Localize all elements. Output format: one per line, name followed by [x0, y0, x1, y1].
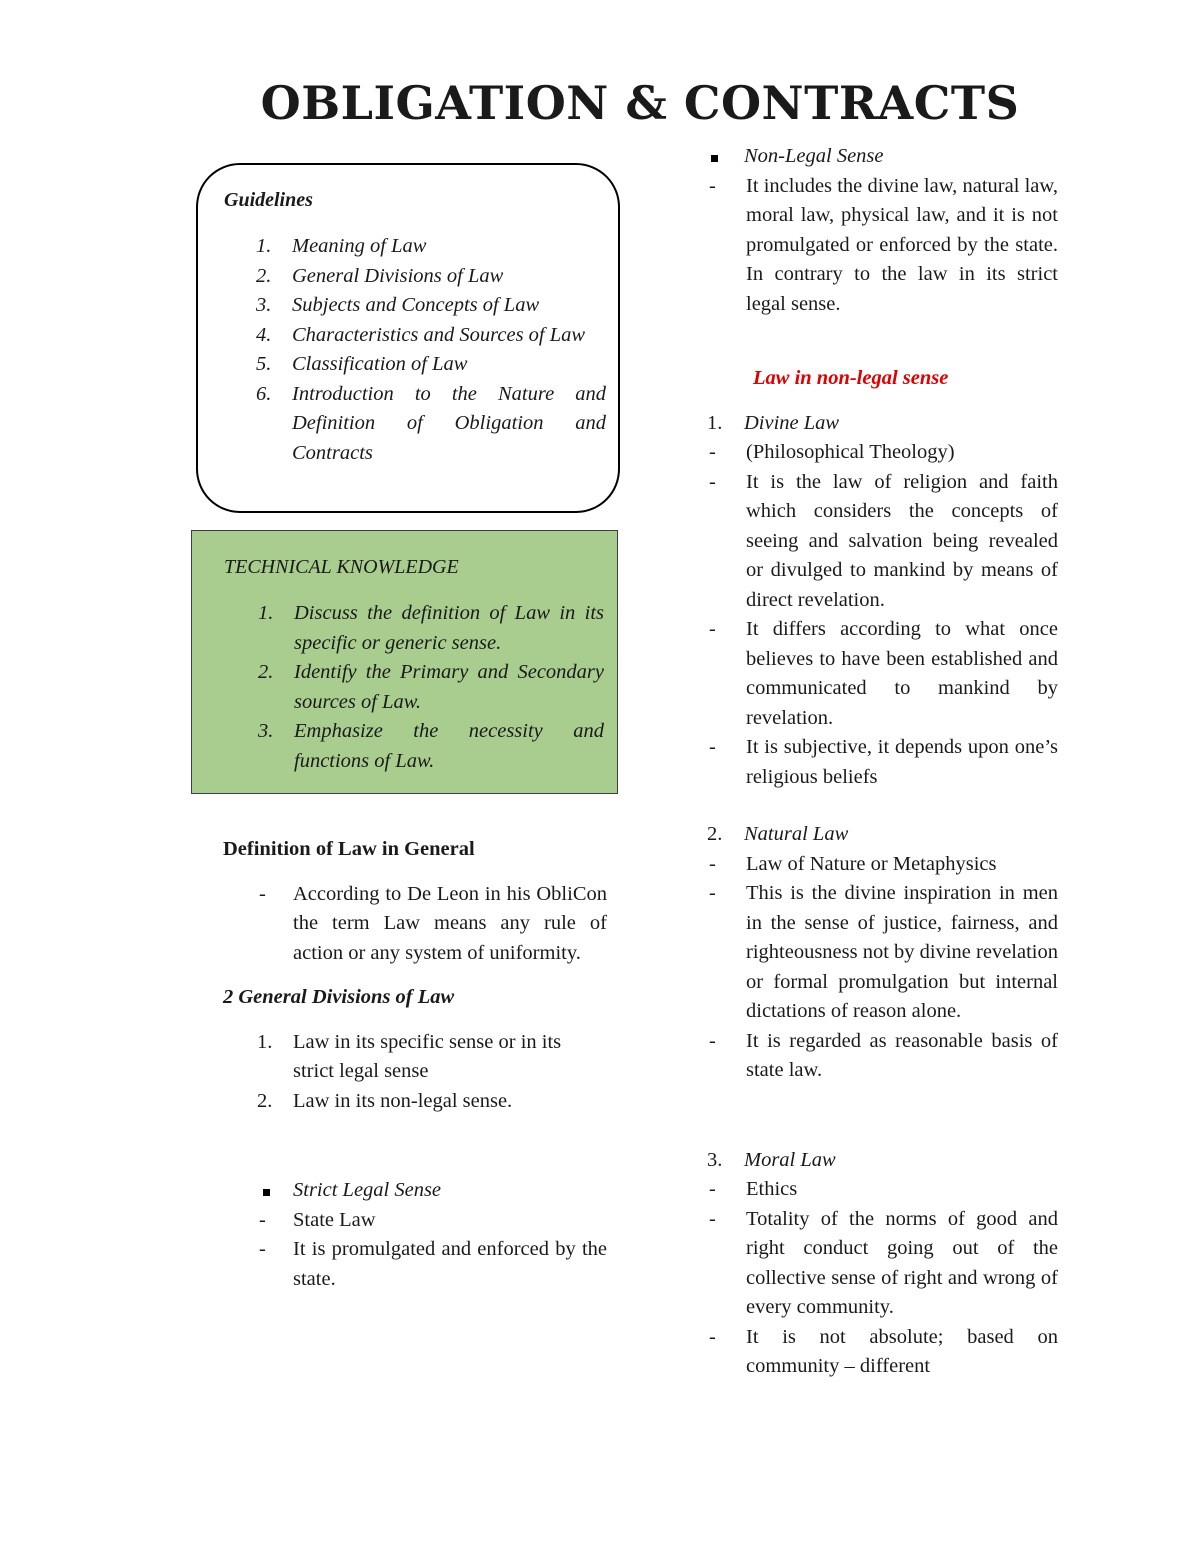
natural-law-title: 2. Natural Law [707, 823, 849, 845]
list-item: 6. Introduction to the Nature and Definition of Obligation and Contracts [256, 382, 606, 464]
list-item: - According to De Leon in his ObliCon the term Law means any rule of action or any system of uniformity. [259, 882, 607, 964]
list-item: 3. Emphasize the necessity and functions of Law. [258, 720, 604, 772]
left-column [223, 835, 607, 1294]
guidelines-heading: Guidelines [224, 189, 313, 211]
list-item: 3. Subjects and Concepts of Law [256, 294, 540, 316]
list-item: - It is regarded as reasonable basis of state law. [709, 1029, 1058, 1081]
list-item: 2. Identify the Primary and Secondary sources of Law. [258, 661, 604, 713]
law-non-legal-heading: Law in non-legal sense [753, 367, 949, 389]
definition-heading: Definition of Law in General [223, 838, 475, 860]
guidelines-list [256, 232, 606, 468]
list-item: - Ethics [709, 1178, 798, 1200]
divisions-list [223, 1028, 607, 1117]
natural-law-list [707, 820, 1058, 1086]
list-item: 4. Characteristics and Sources of Law [256, 323, 586, 346]
moral-law-title: 3. Moral Law [707, 1148, 836, 1171]
list-item: - It is the law of religion and faith which considers the concepts of seeing and salvation being revealed or divulged to mankind by means of direct revelation. [709, 470, 1058, 611]
list-item: 1. Law in its specific sense or in its strict legal sense [257, 1030, 562, 1082]
bullet-square-icon [707, 142, 744, 172]
right-column [707, 142, 1058, 1382]
list-item: - (Philosophical Theology) [709, 441, 955, 463]
strict-legal-list [223, 1176, 607, 1294]
list-item: - It is promulgated and enforced by the state. [259, 1238, 607, 1290]
list-item: - It includes the divine law, natural law, moral law, physical law, and it is not promulgated or enforced by the state. In contrary to the law in its strict legal sense. [709, 174, 1058, 315]
list-item: 2. General Divisions of Law [256, 264, 504, 287]
list-item: - This is the divine inspiration in men in the sense of justice, fairness, and righteousness not by divine revelation or formal promulgation but internal dictations of reason alone. [709, 882, 1058, 1022]
list-item: 1. Meaning of Law [256, 235, 427, 257]
list-item: 2. Law in its non-legal sense. [257, 1089, 513, 1112]
moral-law-list [707, 1146, 1058, 1382]
list-item: - Law of Nature or Metaphysics [709, 852, 997, 875]
strict-legal-heading-row: Strict Legal Sense [223, 1176, 607, 1206]
technical-knowledge-box [191, 530, 618, 794]
non-legal-heading-row: Non-Legal Sense [707, 142, 1058, 172]
bullet-square-icon [223, 1176, 293, 1206]
definition-list [223, 880, 607, 969]
divine-law-title: 1. Divine Law [707, 411, 840, 434]
list-item: 5. Classification of Law [256, 353, 468, 375]
page-title: OBLIGATION & CONTRACTS [260, 76, 1020, 130]
list-item: - Totality of the norms of good and right conduct going out of the collective sense of right and wrong of every community. [709, 1207, 1058, 1318]
divine-law-list [707, 409, 1058, 793]
list-item: - It is not absolute; based on community – different [709, 1325, 1058, 1377]
guidelines-box [196, 163, 620, 513]
technical-list [258, 599, 604, 776]
technical-heading: TECHNICAL KNOWLEDGE [224, 556, 459, 578]
list-item: 1. Discuss the definition of Law in its specific or generic sense. [258, 602, 604, 654]
non-legal-list [707, 142, 1058, 319]
divisions-heading: 2 General Divisions of Law [223, 986, 455, 1008]
list-item: - It is subjective, it depends upon one’s religious beliefs [709, 736, 1058, 788]
list-item: - State Law [259, 1208, 376, 1231]
list-item: - It differs according to what once believes to have been established and communicated to mankind by revelation. [709, 618, 1058, 729]
